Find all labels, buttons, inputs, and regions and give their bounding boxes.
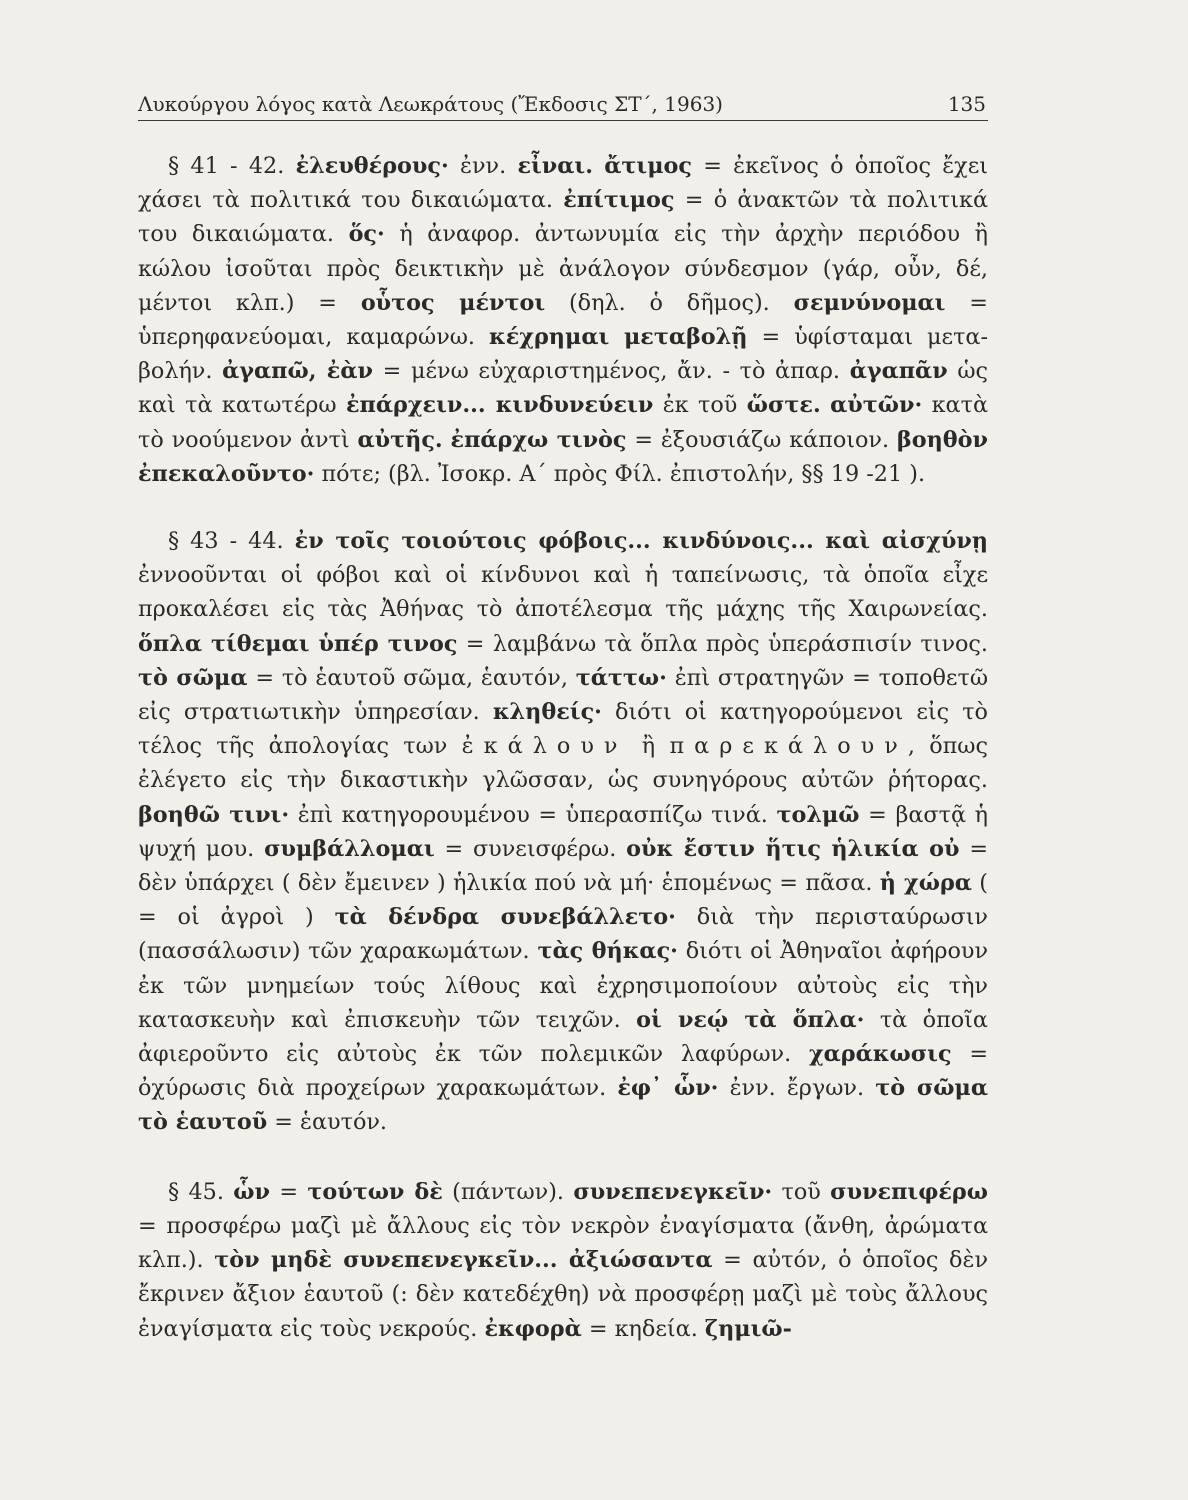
lemma-term: ἐπάρχειν... κινδυνεύειν	[346, 392, 654, 419]
spaced-term: ἐκάλουν	[461, 733, 628, 760]
text-run: (πάντων).	[442, 1178, 574, 1205]
lemma-term: συνεπενεγκεῖν·	[573, 1178, 773, 1205]
text-run: ἐνν. ἔργων.	[718, 1075, 876, 1102]
text-run: = τὸ ἑαυτοῦ σῶμα, ἑαυτόν,	[247, 664, 576, 691]
text-run: § 45.	[168, 1178, 234, 1205]
text-run	[443, 427, 451, 453]
text-run: § 43 - 44.	[168, 528, 295, 555]
page-number: 135	[947, 92, 986, 116]
text-run	[593, 153, 604, 179]
lemma-term: ἀγαπῶ, ἐὰν	[222, 358, 373, 385]
lemma-term: ζημιῶ-	[704, 1315, 792, 1342]
lemma-term: τὸ σῶμα τὸ ἑαυτοῦ	[138, 1075, 988, 1136]
text-run	[821, 392, 830, 418]
text-run: διὰ τὴν περισταύρωσιν (πασσάλωσιν) τῶν χαρακωμάτων.	[138, 904, 988, 965]
lemma-term: εἶναι.	[517, 153, 593, 179]
text-run: = δὲν ὑπάρχει ( δὲν ἔμεινεν ) ἡλικία πού νὰ μή· ἑπομένως = πᾶσα.	[138, 835, 989, 897]
running-title: Λυκούργου λόγος κατὰ Λεωκράτους (Ἔκδοσις ΣΤ΄, 1963)	[138, 92, 723, 116]
text-run: (δηλ. ὁ δῆμος).	[545, 289, 794, 316]
lemma-term: τούτων δὲ	[307, 1178, 443, 1205]
text-run: ἐνν.	[448, 153, 518, 179]
text-run: διότι οἱ κατηγορούμενοι εἰς τὸ τέλος τῆς ἀπολογίας των	[138, 699, 988, 760]
lemma-term: βοηθῶ τινι·	[138, 801, 290, 828]
text-run: ἐπὶ στρατηγῶν = τοποθετῶ εἰς στρατιωτικὴν ὑπηρεσίαν.	[138, 664, 988, 726]
page-header	[138, 88, 988, 121]
lemma-term: οὗτος μέντοι	[360, 289, 546, 316]
lemma-term: ἐκφορὰ	[484, 1315, 582, 1342]
text-run: ἐκ τοῦ	[653, 392, 747, 419]
text-run: = προσφέρω μαζὶ μὲ ἄλλους εἰς τὸν νεκρὸν ἐναγίσματα (ἄνθη, ἀρώματα κλπ.).	[138, 1212, 988, 1274]
text-run: ἐννοοῦνται οἱ φόβοι καὶ οἱ κίνδυνοι καὶ ἡ ταπείνωσις, τὰ ὁποῖα εἶχε προκαλέσει εἰς τὰς Ἀθήνας τὸ ἀποτέλεσμα τῆς μάχης τῆς Χαιρωνείας.	[138, 562, 988, 623]
text-run: ὡς καὶ τὰ κατωτέρω	[138, 358, 988, 419]
lemma-term: οὐκ ἔστιν ἥτις ἡλικία οὐ	[626, 835, 960, 862]
text-run: = ὁ ἀνακτῶν τὰ πολιτικά του δικαιώματα.	[138, 187, 989, 248]
lemma-term: συνεπιφέρω	[830, 1178, 988, 1205]
text-run: τοῦ	[772, 1178, 831, 1205]
spaced-term: παρεκάλουν	[669, 733, 908, 760]
lemma-term: κέχρημαι μεταβολῇ	[489, 324, 748, 351]
text-run: = ἐκεῖνος ὁ ὁποῖος ἔχει χάσει τὰ πολιτικά του δικαιώματα.	[138, 153, 988, 214]
text-run: § 41 - 42.	[168, 153, 296, 179]
lemma-term: ἐφ᾽ ὧν·	[617, 1075, 719, 1102]
lemma-term: ὅπλα τίθεμαι ὑπέρ τινος	[138, 630, 458, 657]
text-run: τὰ ὁποῖα ἀφιεροῦντο εἰς αὐτοὺς ἐκ τῶν πολεμικῶν λαφύρων.	[138, 1006, 988, 1068]
commentary-text	[138, 149, 988, 1346]
text-run: = μένω εὐχαριστημένος, ἄν. - τὸ ἀπαρ.	[372, 358, 850, 385]
lemma-term: ὧν	[233, 1178, 270, 1205]
text-run: = ὑφίσταμαι μεταβολήν.	[138, 324, 989, 385]
text-run: ἡ ἀναφορ. ἀντωνυμία εἰς τὴν ἀρχὴν περιόδου ἢ κώλου ἰσοῦται πρὸς δεικτικὴν μὲ ἀνάλογον σύνδεσμον (γάρ, οὖν, δέ, μέντοι κλπ.) =	[138, 221, 988, 316]
lemma-term: τολμῶ	[776, 801, 860, 828]
lemma-term: ἐν τοῖς τοιούτοις φόβοις... κινδύνοις... καὶ αἰσχύνῃ	[294, 528, 988, 555]
text-run: πότε; (βλ. Ἰσοκρ. Α΄ πρὸς Φίλ. ἐπιστολήν, §§ 19 -21 ).	[314, 460, 926, 487]
lemma-term: ἐλευθέρους·	[295, 153, 449, 179]
lemma-term: ἐπίτιμος	[563, 187, 675, 214]
lemma-term: τὸ σῶμα	[138, 664, 248, 691]
lemma-term: αὐτῶν·	[830, 392, 923, 419]
lemma-term: ἡ χώρα	[879, 870, 972, 897]
lemma-term: αὐτῆς.	[357, 426, 443, 453]
text-run: = ἑαυτόν.	[267, 1109, 388, 1136]
lemma-term: σεμνύνομαι	[793, 289, 946, 316]
text-run: = ἐξουσιάζω κάποιον.	[626, 426, 897, 453]
lemma-term: τὸν μηδὲ συνεπενεγκεῖν... ἀξιώσαντα	[214, 1247, 713, 1274]
text-run: , ὅπως ἐλέγετο εἰς τὴν δικαστικὴν γλῶσσαν, ὡς συνηγόρους αὐτῶν ῥήτορας.	[138, 733, 988, 794]
text-run: διότι οἱ Ἀθηναῖοι ἀφήρουν ἐκ τῶν μνημείων τούς λίθους καὶ ἐχρησιμοποίουν αὐτοὺς εἰς τὴν κατασκευὴν καὶ ἐπισκευὴν τῶν τειχῶν.	[138, 938, 988, 1033]
text-run: ἐπὶ κατηγορουμένου = ὑπερασπίζω τινά.	[289, 801, 777, 828]
lemma-term: ἐπάρχω τινὸς	[450, 426, 627, 453]
lemma-term: κληθείς·	[492, 699, 602, 726]
lemma-term: τὰ δένδρα συνεβάλλετο·	[334, 904, 676, 931]
lemma-term: ἄτιμος	[604, 153, 692, 179]
lemma-term: ὥστε.	[746, 392, 821, 419]
lemma-term: βοηθὸν ἐπεκαλοῦντο·	[138, 426, 989, 487]
text-run: = ὑπερηφανεύομαι, καμαρώνω.	[138, 289, 988, 351]
lemma-term: τὰς θήκας·	[537, 938, 678, 965]
lemma-term: χαράκωσις	[808, 1041, 952, 1068]
paragraph-41-42	[138, 149, 988, 491]
text-run: = συνεισφέρω.	[434, 835, 627, 862]
lemma-term: τάττω·	[575, 664, 667, 691]
lemma-term: οἱ νεῴ τὰ ὅπλα·	[636, 1006, 865, 1033]
text-run: κατὰ τὸ νοούμενον ἀντὶ	[138, 392, 989, 453]
text-run: = λαμβάνω τὰ ὅπλα πρὸς ὑπεράσπισίν τινος.	[457, 630, 989, 657]
text-run: ( = οἱ ἀγροὶ )	[138, 870, 988, 931]
text-run: ἢ	[627, 733, 670, 760]
text-run: =	[269, 1178, 308, 1205]
text-run: = αὐτόν, ὁ ὁποῖος δὲν ἔκρινεν ἄξιον ἑαυτοῦ (: δὲν κατεδέχθη) νὰ προσφέρῃ μαζὶ μὲ τοὺς ἄλλους ἐναγίσματα εἰς τοὺς νεκρούς.	[138, 1247, 988, 1342]
paragraph-43-44	[138, 524, 988, 1140]
paragraph-45	[138, 1175, 988, 1346]
lemma-term: συμβάλλομαι	[264, 835, 435, 862]
text-run: = κηδεία.	[581, 1315, 705, 1342]
text-run: = βαστᾷ ἡ ψυχή μου.	[138, 801, 988, 862]
lemma-term: ὅς·	[348, 221, 385, 248]
text-run: = ὀχύρωσις διὰ προχείρων χαρακωμάτων.	[138, 1041, 988, 1102]
lemma-term: ἀγαπᾶν	[849, 358, 948, 385]
